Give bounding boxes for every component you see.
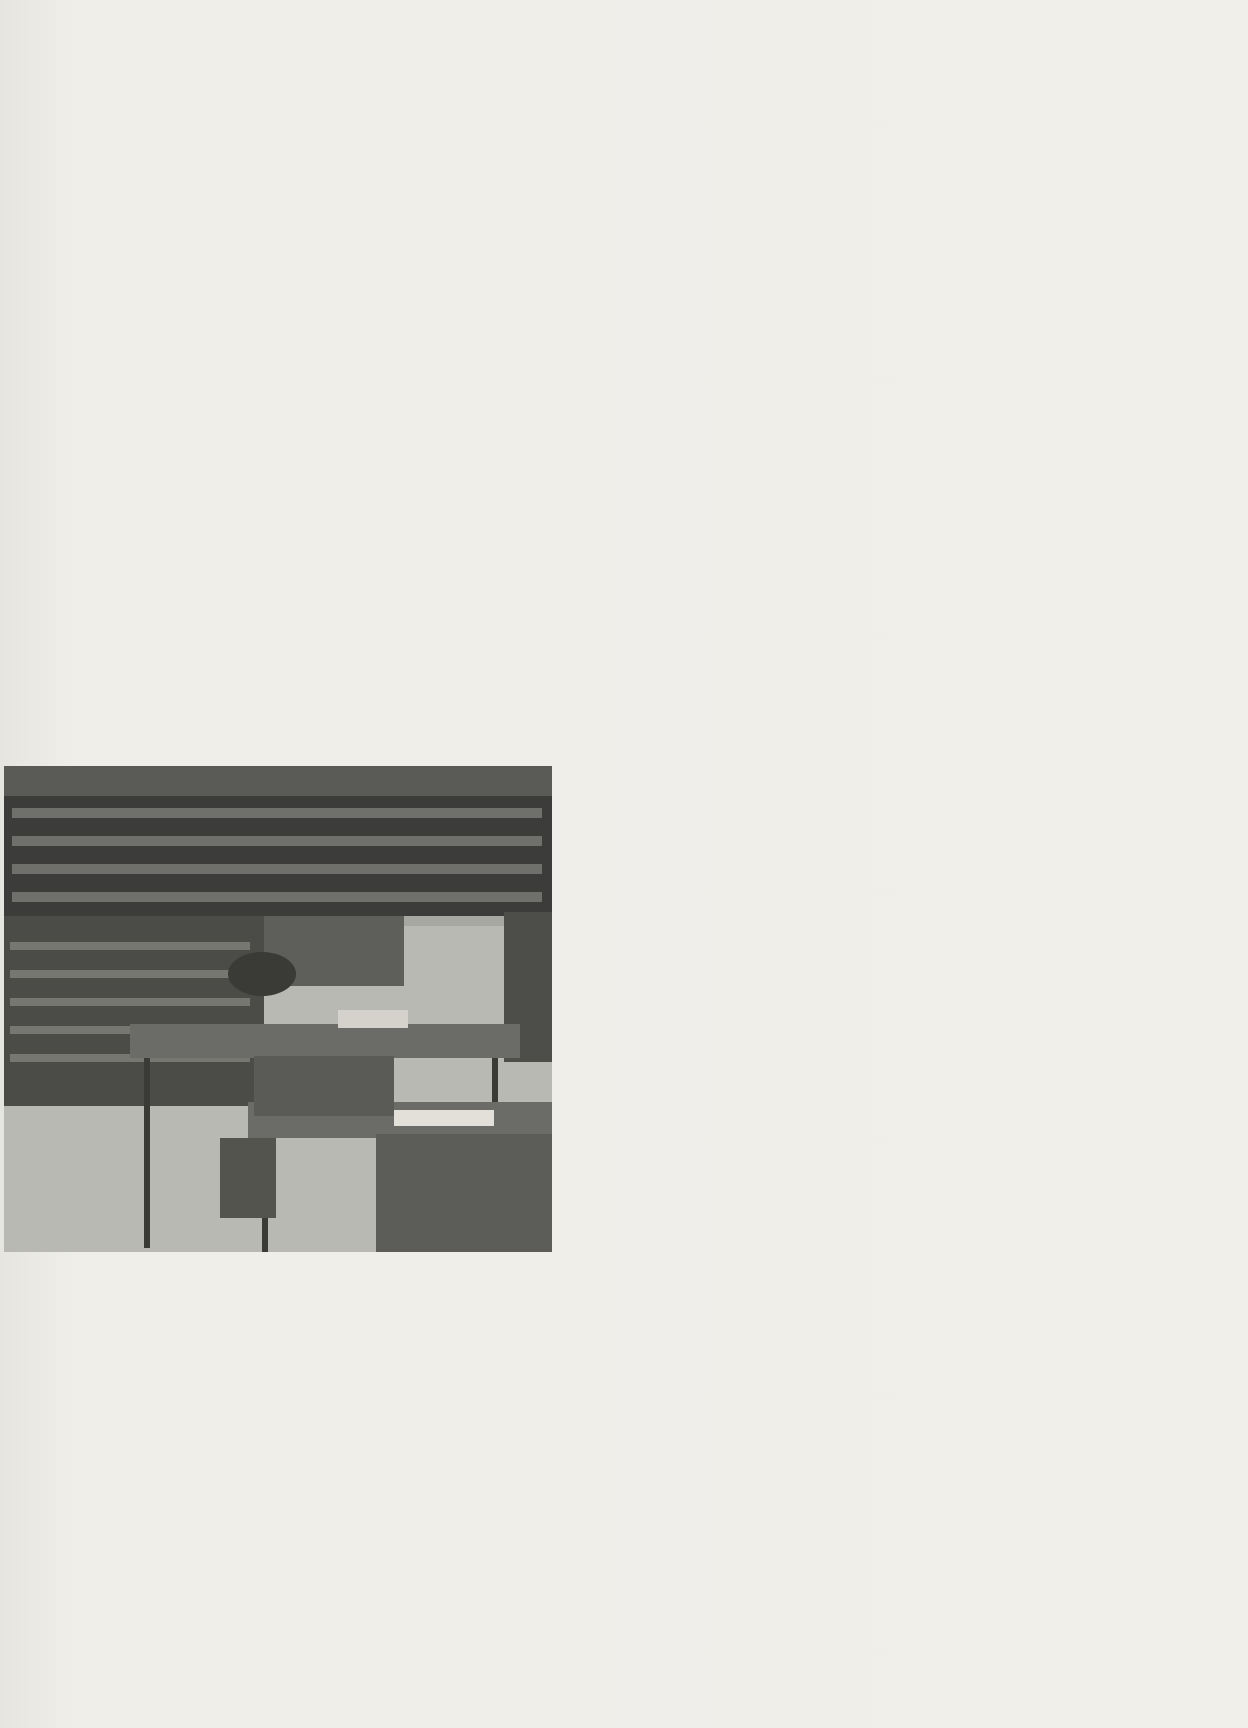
library-photo [4, 766, 552, 1252]
